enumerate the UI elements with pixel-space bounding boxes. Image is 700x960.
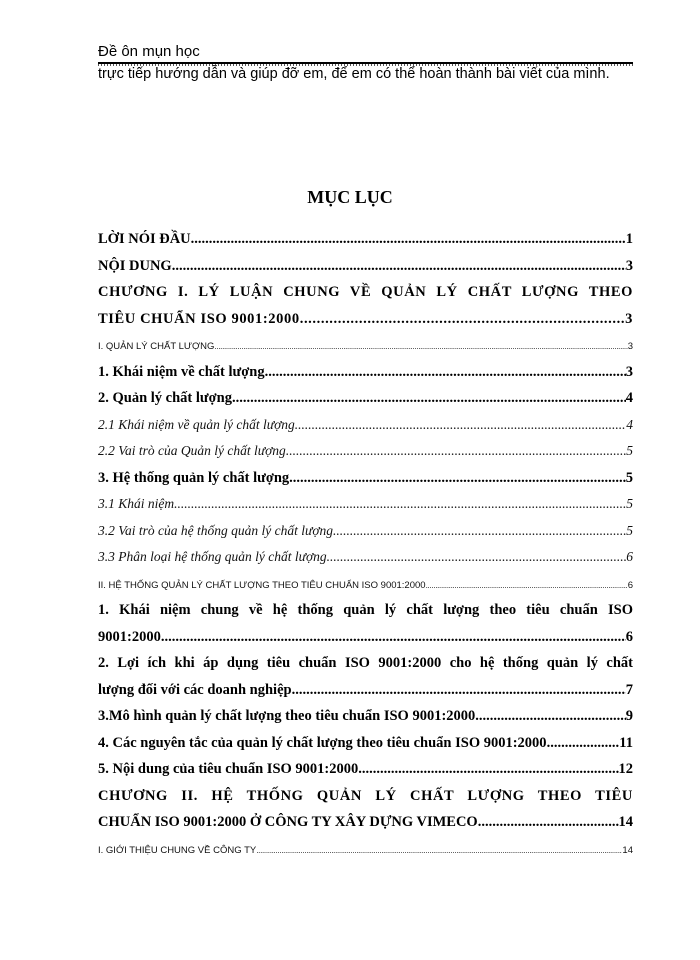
toc-entry-chuong2-line1[interactable]: CHƯƠNG II. HỆ THỐNG QUẢN LÝ CHẤT LƯỢNG THEO TIÊU [98, 787, 633, 804]
toc-leader-dots [161, 628, 626, 646]
toc-entry-text: 3.1 Khái niệm [98, 496, 175, 511]
toc-leader-dots [426, 579, 628, 593]
toc-entry-1-1[interactable] [98, 359, 633, 386]
toc-entry-2-1-line2[interactable] [98, 624, 633, 651]
toc-entry-1-3-2[interactable] [98, 518, 633, 545]
toc-entry-1-2-1[interactable] [98, 412, 633, 439]
toc-leader-dots [214, 340, 627, 354]
toc-leader-dots [289, 469, 626, 487]
toc-entry-1-3-1[interactable] [98, 491, 633, 518]
toc-page-number: 12 [618, 761, 633, 777]
toc-entry-2-5[interactable] [98, 756, 633, 783]
toc-entry-1-3[interactable] [98, 465, 633, 492]
toc-entry-2-3[interactable] [98, 703, 633, 730]
toc-page-number: 5 [626, 443, 633, 458]
toc-page-number: 14 [622, 844, 633, 856]
header-title: Đề ôn mụn học [98, 43, 200, 60]
toc-entry-text: 3. Hệ thống quản lý chất lượng [98, 469, 290, 486]
toc-leader-dots [232, 389, 626, 407]
toc-entry-text: 2. Quản lý chất lượng [98, 390, 232, 406]
intro-paragraph: trực tiếp hướng dẫn và giúp đỡ em, để em có thể hoàn thành bài viết của mình. [98, 66, 610, 82]
toc-leader-dots [191, 230, 626, 248]
toc-entry-1-2[interactable] [98, 385, 633, 412]
toc-leader-dots [333, 522, 626, 540]
toc-entry-2-1-line1[interactable]: 1. Khái niệm chung về hệ thống quản lý chất lượng theo tiêu chuẩn ISO [98, 602, 633, 618]
toc-entry-text: LỜI NÓI ĐẦU [98, 231, 191, 247]
toc-entry-text: 3.3 Phân loại hệ thống quản lý chất lượng [98, 549, 327, 564]
toc-leader-dots [475, 707, 625, 725]
toc-leader-dots [256, 844, 622, 858]
toc-leader-dots [478, 813, 619, 831]
toc-entry-1-3-3[interactable] [98, 544, 633, 571]
toc-page-number: 7 [625, 681, 633, 698]
toc-entry-text: I. GIỚI THIỆU CHUNG VỀ CÔNG TY [98, 844, 257, 856]
toc-page-number: 3 [625, 363, 633, 380]
toc-entry-text: 1. Khái niệm về chất lượng [98, 363, 265, 380]
toc-entry-text: 9001:2000 [98, 628, 161, 645]
toc-page-number: 1 [625, 231, 633, 247]
toc-entry-text: 3.Mô hình quản lý chất lượng theo tiêu chuẩn ISO 9001:2000 [98, 708, 476, 724]
toc-page-number: 6 [627, 579, 633, 591]
toc-entry-text: 5. Nội dung của tiêu chuẩn ISO 9001:2000. [98, 761, 362, 777]
toc-page-number: 5 [626, 496, 633, 511]
toc-page-number: 5 [625, 469, 633, 486]
toc-entry-text: CHUẨN ISO 9001:2000 Ở CÔNG TY XÂY DỰNG VIMECO [98, 814, 478, 830]
toc-page-number: 14 [618, 814, 633, 830]
toc-leader-dots [295, 416, 626, 434]
toc-leader-dots [265, 363, 626, 381]
toc-page-number: 3 [627, 341, 633, 352]
toc-entry-text: II. HỆ THỐNG QUẢN LÝ CHẤT LƯỢNG THEO TIÊU CHUẨN ISO 9001:2000 [98, 579, 426, 591]
page-header [98, 42, 633, 64]
toc-leader-dots [172, 257, 626, 275]
toc-page-number: 5 [626, 522, 633, 538]
toc-leader-dots [362, 760, 619, 778]
toc-leader-dots [327, 548, 627, 566]
toc-entry-chuong2-section-i[interactable] [98, 836, 633, 863]
toc-entry-2-2-line2[interactable] [98, 677, 633, 704]
toc-page-number: 3 [625, 257, 633, 274]
toc-entry-section-i[interactable] [98, 332, 633, 359]
toc-page-number: 6 [625, 628, 633, 645]
table-of-contents [98, 226, 633, 862]
toc-title: MỤC LỤC [307, 187, 393, 207]
toc-entry-text: I. QUẢN LÝ CHẤT LƯỢNG [98, 341, 215, 352]
toc-entry-text: 4. Các nguyên tắc của quản lý chất lượng theo tiêu chuẩn ISO 9001:2000 [98, 734, 547, 751]
toc-entry-chuong2-line2[interactable] [98, 809, 633, 836]
toc-page-number: 6 [626, 549, 633, 564]
toc-leader-dots [547, 734, 620, 752]
toc-entry-noi-dung[interactable] [98, 253, 633, 280]
toc-entry-2-4[interactable] [98, 730, 633, 757]
toc-entry-text: NỘI DUNG [98, 257, 172, 274]
toc-page-number: 9 [625, 708, 633, 724]
toc-leader-dots [286, 442, 626, 460]
toc-entry-1-2-2[interactable] [98, 438, 633, 465]
toc-page-number: 3 [625, 310, 633, 327]
toc-entry-text: lượng đối với các doanh nghiệp [98, 681, 292, 698]
toc-leader-dots [300, 310, 625, 328]
toc-entry-loi-noi-dau[interactable] [98, 226, 633, 253]
toc-entry-text: 3.2 Vai trò của hệ thống quản lý chất lượng [98, 522, 334, 538]
toc-page-number: 4 [626, 416, 633, 432]
toc-leader-dots [174, 495, 626, 513]
toc-entry-chuong1-line2[interactable] [98, 306, 633, 333]
toc-entry-text: 2.1 Khái niệm về quản lý chất lượng [98, 416, 295, 432]
toc-entry-text: TIÊU CHUẨN ISO 9001:2000 [98, 310, 300, 327]
toc-entry-section-ii[interactable] [98, 571, 633, 598]
toc-entry-text: 2.2 Vai trò của Quản lý chất lượng [98, 443, 286, 458]
toc-leader-dots [292, 681, 626, 699]
toc-page-number: 11 [619, 734, 633, 751]
toc-entry-chuong1-line1[interactable]: CHƯƠNG I. LÝ LUẬN CHUNG VỀ QUẢN LÝ CHẤT LƯỢNG THEO [98, 284, 633, 300]
toc-page-number: 4 [625, 390, 633, 406]
toc-entry-2-2-line1[interactable]: 2. Lợi ích khi áp dụng tiêu chuẩn ISO 9001:2000 cho hệ thống quản lý chất [98, 655, 633, 671]
